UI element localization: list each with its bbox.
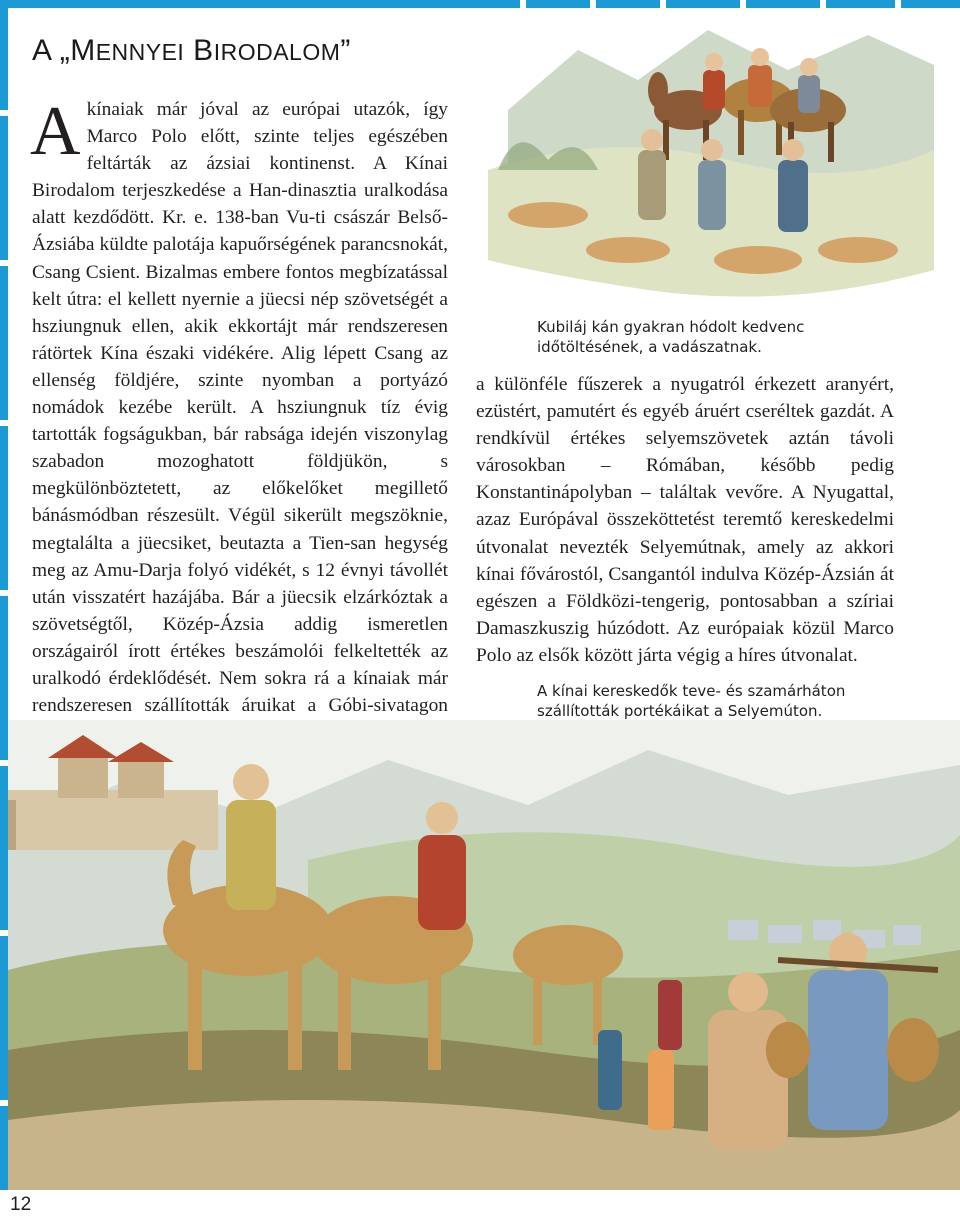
page-title: A „MENNYEI BIRODALOM” xyxy=(32,34,351,67)
caravan-illustration xyxy=(8,720,960,1190)
left-paragraph: kínaiak már jóval az európai utazók, így Marco Polo előtt, szinte teljes egészében feltárták az ázsiai kontinenst. A Kínai Birodalom terjeszkedése a Han-dinasztia uralkodása alatt kezdődött. Kr. e. 138-ban Vu-ti császár Belső-Ázsiába küldte palotája kapuőrségének parancsnokát, Csang Csient. Bizalmas embere fontos megbízatással kelt útra: el kellett nyernie a jüecsi nép szövetségét a hsziungnuk ellen, akik ekkortájt már rendszeresen rátörtek Kína északi vidékére. Alig lépett Csang az ellenség földjére, szinte nyomban a portyázó nomádok kezébe került. A hsziungnuk tíz évig tartották fogságukban, bár rabsága idején viszonylag szabadon mozoghatott földjükön, s megkülönböztetett, az előkelőket megillető bánásmódban részesült. Végül sikerült megszöknie, megtalálta a jüecsiket, beutazta a Tien-san hegység meg az Amu-Darja folyó vidékét, s 12 évnyi távollét után visszatért hazájába. Bár a jüecsik elzárkóztak a szövetségtől, Közép-Ázsia addig ismeretlen országairól írott értékes beszámolói felkeltették az uralkodó érdeklődését. Nem sokra rá a kínaiak már rendszeresen szállították áruikat a Góbi-sivatagon xyxy=(32,99,448,717)
caravan-caption: A kínai kereskedők teve- és szamárháton szállították portékáikat a Selyemúton. xyxy=(537,682,846,720)
left-body-text xyxy=(30,93,448,800)
drop-cap: A xyxy=(30,93,81,170)
hunting-caption: Kubiláj kán gyakran hódolt kedvenc időtöltésének, a vadászatnak. xyxy=(537,318,805,356)
right-paragraph: a különféle fűszerek a nyugatról érkezett aranyért, ezüstért, pamutért és egyéb áruért cseréltek gazdát. A rendkívül értékes selyemszövetek aztán távoli városokban – Rómában, később pedig Konstantinápolyban – találtak vevőre. A Nyugattal, azaz Európával összeköttetést teremtő kereskedelmi útvonalat nevezték Selyemútnak, amely az akkori kínai fővárostól, Csangantól indulva Közép-Ázsián át egészen a Földközi-tengerig, pontosabban a szíriai Damaszkuszig húzódott. Az európaiak közül Marco Polo az elsők között járta végig a híres útvonalat. xyxy=(476,374,894,666)
top-decorative-bar xyxy=(0,0,960,8)
left-decorative-bar xyxy=(0,0,8,1190)
page-number: 12 xyxy=(10,1194,32,1215)
hunting-illustration xyxy=(488,10,934,310)
